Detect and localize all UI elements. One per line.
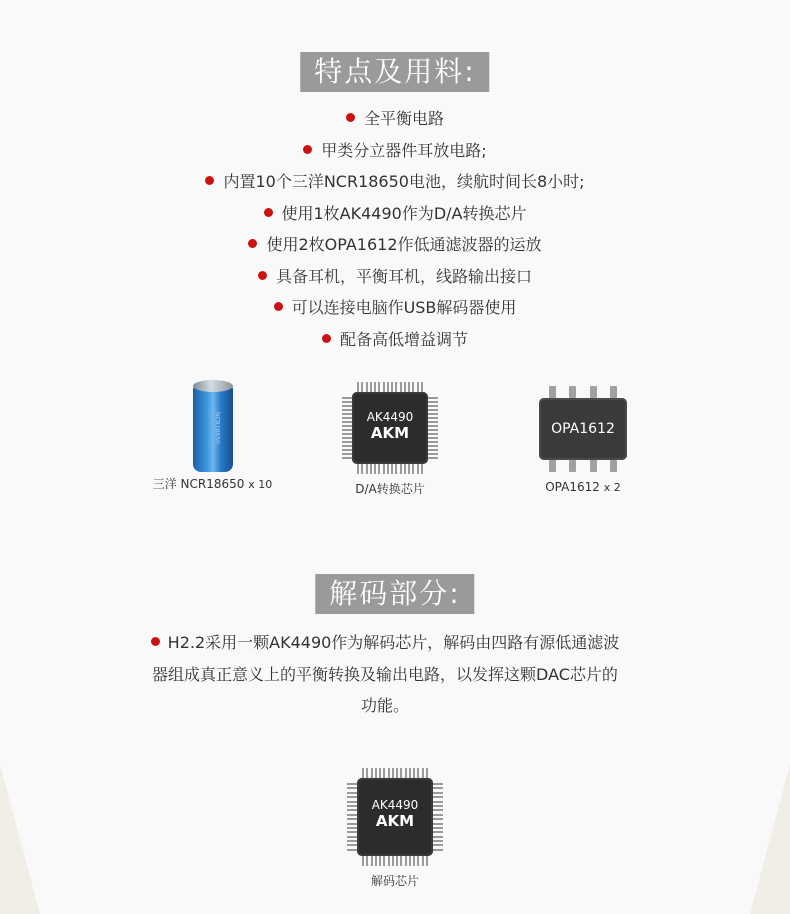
feature-item: 具备耳机，平衡耳机，线路输出接口	[0, 261, 790, 293]
dac-chip-component	[335, 382, 445, 497]
opamp-chip-component	[528, 384, 638, 494]
qfp-chip-icon	[347, 768, 443, 866]
opamp-chip-label: OPA1612	[539, 398, 627, 460]
battery-component	[140, 380, 285, 492]
background-corner-left	[0, 764, 40, 914]
sop-chip-icon	[539, 384, 627, 476]
bullet-dot-icon	[151, 637, 160, 646]
chip-brand-label: AKM	[370, 424, 410, 442]
dac-chip-caption: D/A转换芯片	[355, 482, 425, 496]
feature-item: 甲类分立器件耳放电路;	[0, 135, 790, 167]
bullet-dot-icon	[346, 113, 355, 122]
feature-item: 使用1枚AK4490作为D/A转换芯片	[0, 198, 790, 230]
feature-item: 配备高低增益调节	[0, 324, 790, 356]
feature-item: 使用2枚OPA1612作低通滤波器的运放	[0, 229, 790, 261]
bullet-dot-icon	[264, 208, 273, 217]
chip-model-label: AK4490	[366, 410, 414, 424]
opamp-chip-caption: OPA1612 x 2	[545, 480, 621, 494]
battery-caption: 三洋 NCR18650 x 10	[152, 477, 273, 491]
chip-body	[357, 778, 433, 856]
bullet-dot-icon	[248, 239, 257, 248]
background-corner-right	[750, 764, 790, 914]
bullet-dot-icon	[322, 334, 331, 343]
bullet-dot-icon	[205, 176, 214, 185]
features-section-title: 特点及用料:	[300, 52, 489, 92]
feature-item: 内置10个三洋NCR18650电池，续航时间长8小时;	[0, 166, 790, 198]
battery-icon: NCR18650	[193, 380, 233, 475]
chip-body	[352, 392, 428, 464]
decode-section-title: 解码部分:	[315, 574, 474, 614]
bullet-dot-icon	[258, 271, 267, 280]
decode-chip-component	[340, 768, 450, 889]
chip-model-label: AK4490	[371, 798, 419, 812]
bullet-dot-icon	[274, 302, 283, 311]
chip-brand-label: AKM	[375, 812, 415, 830]
feature-item: 全平衡电路	[0, 103, 790, 135]
features-list	[0, 103, 790, 355]
decode-chip-caption: 解码芯片	[370, 874, 419, 888]
bullet-dot-icon	[303, 145, 312, 154]
qfp-chip-icon	[342, 382, 438, 474]
decode-description: H2.2采用一颗AK4490作为解码芯片，解码由四路有源低通滤波器组成真正意义上的平衡转换及输出电路，以发挥这颗DAC芯片的功能。	[152, 633, 620, 715]
feature-item: 可以连接电脑作USB解码器使用	[0, 292, 790, 324]
